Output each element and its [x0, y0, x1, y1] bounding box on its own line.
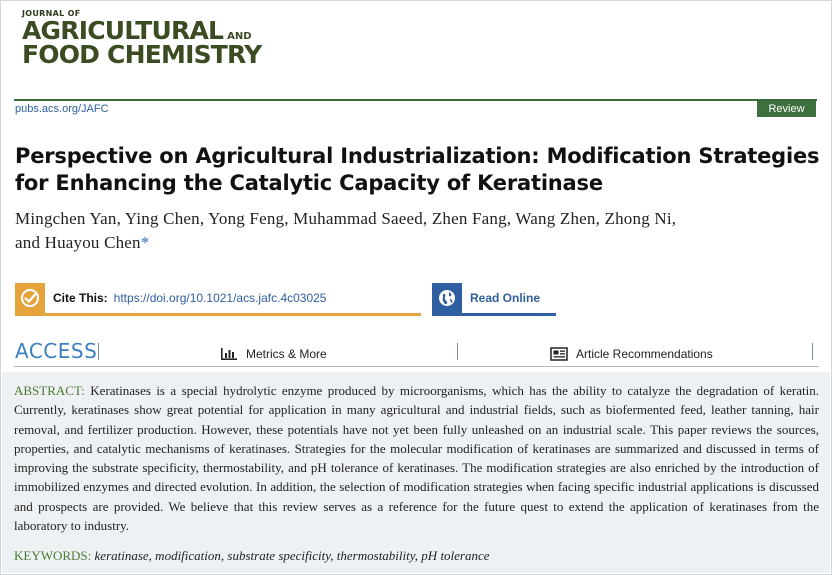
- journal-logo[interactable]: [22, 9, 261, 67]
- cite-this-label: Cite This:: [53, 290, 108, 305]
- read-online-button[interactable]: [432, 282, 556, 316]
- journal-agricultural-text: AGRICULTURAL: [22, 16, 224, 45]
- access-label: ACCESS: [15, 339, 98, 363]
- abstract-label: ABSTRACT:: [14, 383, 85, 398]
- access-bar-divider: [457, 343, 458, 360]
- bar-chart-icon: [220, 347, 238, 361]
- metrics-more-label: Metrics & More: [246, 347, 327, 361]
- author-list: [15, 207, 805, 255]
- authors-line-2[interactable]: and Huayou Chen: [15, 233, 141, 252]
- authors-line-1[interactable]: Mingchen Yan, Ying Chen, Yong Feng, Muhammad Saeed, Zhen Fang, Wang Zhen, Zhong Ni,: [15, 209, 677, 228]
- header-rule: [14, 99, 817, 101]
- article-title: Perspective on Agricultural Industrialization: Modification Strategies for Enhancing the Catalytic Capacity of Keratinase: [15, 144, 820, 195]
- cite-this-box[interactable]: [15, 282, 421, 316]
- access-bar-end-divider: [812, 343, 813, 360]
- checkmark-icon: [15, 283, 45, 313]
- keywords-label: KEYWORDS:: [14, 548, 92, 563]
- abstract-text: Keratinases is a special hydrolytic enzyme produced by microorganisms, which has the ability to catalyze the degradation of keratin. Currently, keratinases show great potential for application in many agricultural and industrial fields, such as biofermented feed, leather tanning, hair removal, and fertilizer production. However, these potentials have not yet been fully unleashed on an industrial scale. This paper reviews the sources, properties, and catalytic mechanisms of keratinases. Strategies for the molecular modification of keratinases are summarized and discussed in terms of improving the substrate specificity, thermostability, and pH tolerance of keratinases. The modification strategies are also enriched by the introduction of immobilized enzymes and directed evolution. In addition, the selection of modification strategies when facing specific industrial applications is discussed and prospects are provided. We believe that this review serves as a reference for the future quest to extend the application of keratinases from the laboratory to industry.: [14, 383, 819, 534]
- globe-icon: [432, 283, 462, 313]
- doi-link[interactable]: https://doi.org/10.1021/acs.jafc.4c03025: [113, 290, 327, 305]
- article-type-badge: Review: [757, 101, 816, 117]
- article-recommendations-button[interactable]: [550, 347, 713, 361]
- read-online-label: Read Online: [470, 290, 541, 305]
- abstract-paragraph: [14, 381, 819, 535]
- newspaper-icon: [550, 347, 568, 361]
- journal-url-link[interactable]: pubs.acs.org/JAFC: [15, 103, 109, 115]
- journal-of-text: JOURNAL OF: [22, 9, 81, 18]
- journal-food-chemistry-text: FOOD CHEMISTRY: [22, 40, 262, 69]
- corresponding-author-mark[interactable]: *: [140, 233, 150, 252]
- access-divider: [98, 343, 99, 360]
- journal-and-text: AND: [227, 31, 252, 42]
- keywords-line: [14, 548, 490, 564]
- keywords-list: keratinase, modification, substrate specificity, thermostability, pH tolerance: [94, 548, 490, 563]
- metrics-more-button[interactable]: [220, 347, 327, 361]
- access-bar-rule: [14, 366, 819, 367]
- article-recommendations-label: Article Recommendations: [576, 347, 713, 361]
